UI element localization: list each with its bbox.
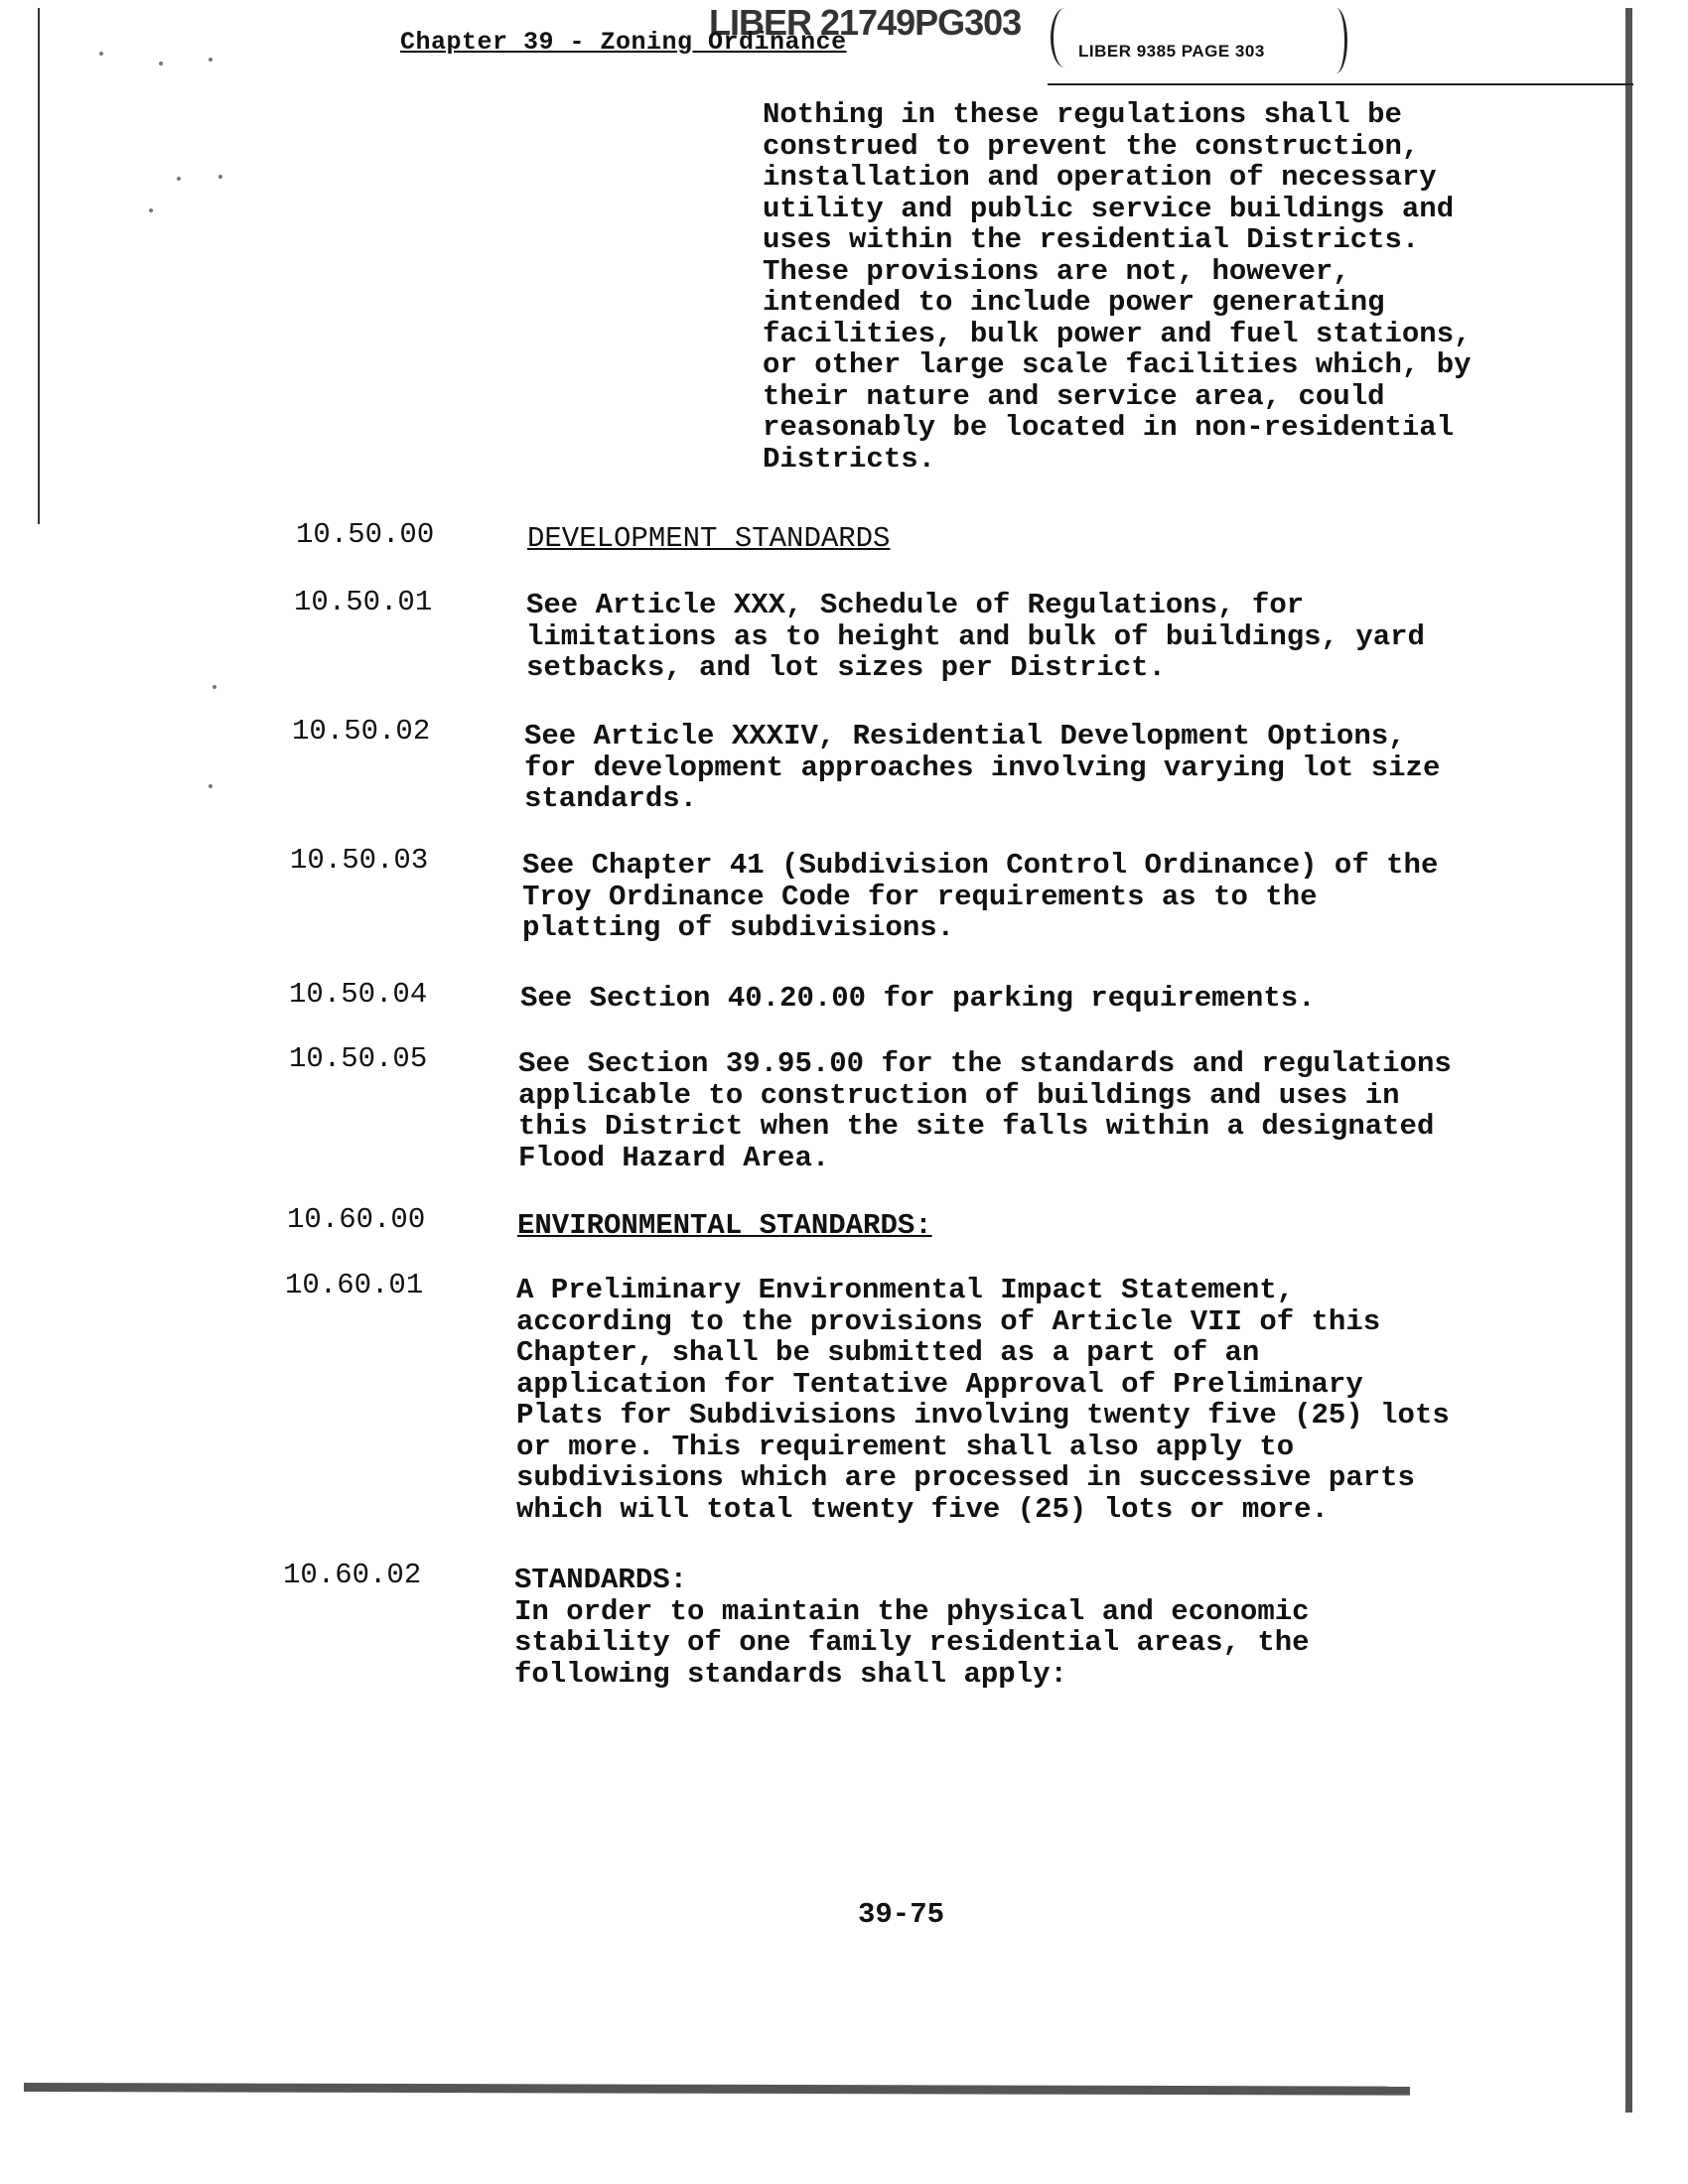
section-number: 10.60.02 (283, 1559, 422, 1591)
section-number: 10.50.02 (292, 715, 431, 748)
liber-page-text: LIBER 9385 PAGE 303 (1078, 42, 1265, 61)
section-text: See Section 40.20.00 for parking requirements. (520, 982, 1316, 1015)
scan-speck (209, 784, 212, 788)
scan-speck (218, 175, 222, 179)
scan-speck (209, 58, 212, 62)
section-text: A Preliminary Environmental Impact Statement, according to the provisions of Article VII of this Chapter, shall be submitted as a part of an application for Tentative Approval of Preliminary Plats for Subdivisions involving twenty five (25) lots or more. This requirement shall also apply to subdivisions which are processed in successive parts which will total twenty five (25) lots or more. (516, 1274, 1450, 1526)
scan-right-border (1625, 8, 1632, 2113)
chapter-header: Chapter 39 - Zoning Ordinance (400, 28, 847, 57)
stamp-bracket-left (1051, 8, 1079, 68)
section-number: 10.50.01 (294, 586, 433, 618)
section-heading: ENVIRONMENTAL STANDARDS: (517, 1209, 932, 1242)
liber-stamp (1051, 8, 1348, 71)
page-number: 39-75 (858, 1898, 945, 1931)
intro-paragraph: Nothing in these regulations shall be construed to prevent the construction, installation and operation of necessary utility and public service buildings and uses within the residential Districts. These provisions are not, however, intended to include power generating facilities, bulk power and fuel stations, or other large scale facilities which, by their nature and service area, could reasonably be located in non-residential Districts. (763, 98, 1472, 476)
section-number: 10.60.00 (287, 1203, 426, 1236)
section-number: 10.50.00 (296, 518, 435, 551)
section-heading: DEVELOPMENT STANDARDS (527, 522, 891, 555)
section-text: See Section 39.95.00 for the standards and regulations applicable to construction of buildings and uses in this District when the site falls within a designated Flood Hazard Area. (518, 1047, 1452, 1174)
header-rule (1048, 83, 1633, 85)
scan-speck (149, 208, 153, 212)
scan-bottom-border (24, 2083, 1410, 2096)
scan-speck (99, 52, 103, 56)
stamp-bracket-right (1325, 8, 1347, 73)
section-text: STANDARDS: In order to maintain the physical and economic stability of one family residential areas, the following standards shall apply: (514, 1564, 1310, 1691)
scan-left-border (38, 8, 40, 524)
recording-stamp-number: LIBER 21749PG303 (709, 2, 1022, 43)
scan-speck (177, 177, 181, 181)
section-number: 10.50.03 (290, 844, 429, 877)
section-number: 10.50.05 (289, 1042, 428, 1075)
section-text: See Article XXX, Schedule of Regulations, for limitations as to height and bulk of buildings, yard setbacks, and lot sizes per District. (526, 589, 1425, 684)
section-number: 10.60.01 (285, 1269, 424, 1301)
scan-speck (212, 685, 216, 689)
section-text: See Article XXXIV, Residential Development Options, for development approaches involving varying lot size standards. (524, 720, 1441, 815)
section-number: 10.50.04 (289, 978, 428, 1011)
scan-speck (159, 62, 163, 66)
section-text: See Chapter 41 (Subdivision Control Ordinance) of the Troy Ordinance Code for requirements as to the platting of subdivisions. (522, 849, 1439, 944)
